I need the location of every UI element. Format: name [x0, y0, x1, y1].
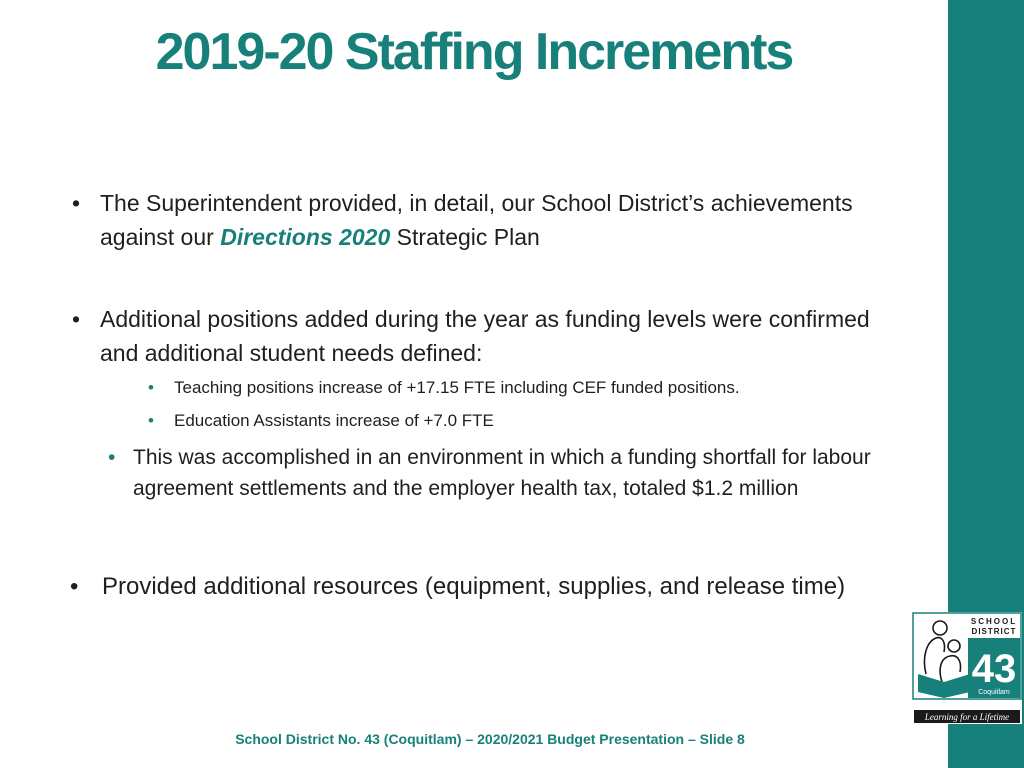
slide-title: 2019-20 Staffing Increments [155, 23, 793, 81]
logo-tagline: Learning for a Lifetime [924, 712, 1010, 722]
bullet-text: This was accomplished in an environment in which a funding shortfall for labour agreement settlements and the employer health tax, totaled $1.2 million [133, 446, 871, 500]
bullet-dot-icon: • [148, 378, 154, 397]
logo-number: 43 [971, 647, 1017, 691]
bullet-text: Provided additional resources (equipment, supplies, and release time) [102, 573, 846, 600]
bullet-strategic-plan [72, 186, 872, 254]
bullet-dot-icon: • [108, 446, 116, 469]
bullet-text [100, 186, 872, 254]
subbullet-text: Education Assistants increase of +7.0 FTE [174, 411, 494, 430]
bullet-dot-icon: • [148, 411, 154, 430]
bullet-text-start: The Superintendent provided, in detail, our School District’s achievements against our [100, 190, 853, 250]
logo-district-text: DISTRICT [971, 627, 1017, 636]
bullet-additional-resources [70, 569, 870, 604]
bullet-dot-icon: • [72, 190, 81, 216]
bullet-dot-icon: • [72, 306, 81, 332]
subbullet-education-assistants [148, 409, 908, 433]
bullet-text: Additional positions added during the year as funding levels were confirmed and additional student needs defined: [100, 306, 870, 366]
subbullet-teaching-positions [148, 376, 908, 400]
school-district-logo [912, 612, 1022, 724]
bullet-additional-positions [72, 302, 872, 370]
logo-school-text: SCHOOL [970, 617, 1018, 626]
bullet-text-end: Strategic Plan [390, 224, 540, 250]
bullet-dot-icon: • [70, 573, 79, 600]
bullet-funding-shortfall [108, 442, 898, 504]
logo-graphic [912, 612, 1022, 724]
subbullet-text: Teaching positions increase of +17.15 FTE including CEF funded positions. [174, 378, 740, 397]
logo-city-text: Coquitlam [978, 689, 1010, 696]
directions-2020-emphasis: Directions 2020 [220, 224, 391, 250]
slide-footer: School District No. 43 (Coquitlam) – 2020/2021 Budget Presentation – Slide 8 [235, 731, 745, 747]
